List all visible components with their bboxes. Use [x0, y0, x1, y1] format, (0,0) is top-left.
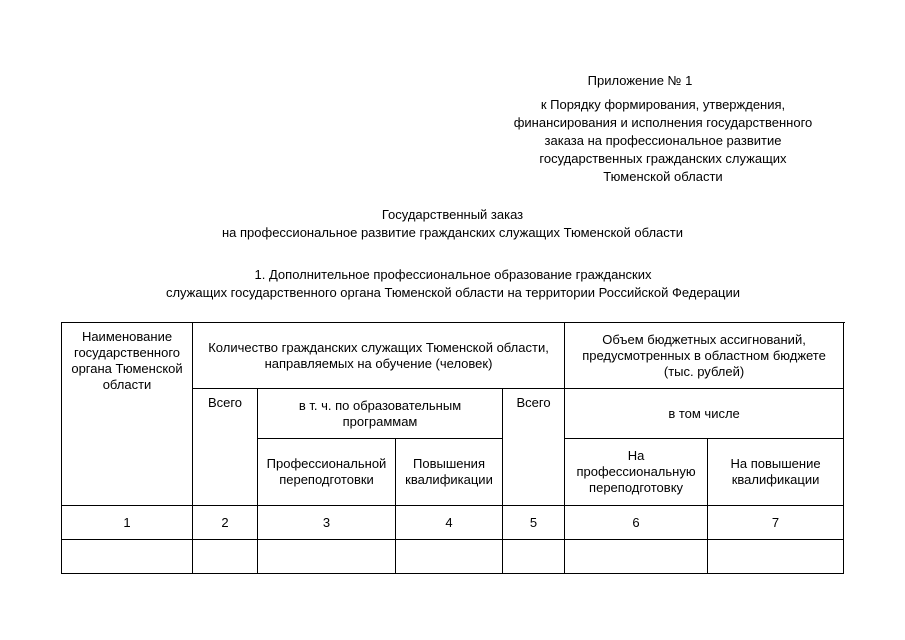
header-budget-retraining: На профессиональную переподготовку	[565, 439, 708, 506]
table-cell	[62, 540, 193, 574]
table-row	[62, 540, 844, 574]
header-qualification: Повышения квалификации	[396, 439, 503, 506]
table-cell	[708, 540, 844, 574]
column-number: 2	[193, 506, 258, 540]
appendix-ref-line: финансирования и исполнения государственного	[513, 115, 813, 130]
section-title-line: служащих государственного органа Тюменской области на территории Российской Федерации	[165, 285, 741, 300]
column-number: 4	[396, 506, 503, 540]
section-title-line: 1. Дополнительное профессиональное образование гражданских	[254, 267, 652, 282]
table-cell	[193, 540, 258, 574]
header-including: в том числе	[565, 389, 844, 439]
header-budget: Объем бюджетных ассигнований, предусмотренных в областном бюджете (тыс. рублей)	[565, 323, 844, 389]
table-cell	[396, 540, 503, 574]
column-number: 6	[565, 506, 708, 540]
table-cell	[565, 540, 708, 574]
document-title-line: на профессиональное развитие гражданских служащих Тюменской области	[221, 225, 684, 240]
order-table	[61, 322, 844, 574]
appendix-ref-line: государственных гражданских служащих	[539, 151, 787, 166]
table-cell	[503, 540, 565, 574]
header-total-count: Всего	[193, 389, 258, 506]
header-org-name: Наименование государственного органа Тюменской области	[62, 323, 193, 506]
header-total-budget: Всего	[503, 389, 565, 506]
appendix-reference	[488, 96, 838, 186]
appendix-title: Приложение № 1	[587, 73, 693, 88]
header-budget-qualification: На повышение квалификации	[708, 439, 844, 506]
table-cell	[258, 540, 396, 574]
column-number: 7	[708, 506, 844, 540]
column-number: 5	[503, 506, 565, 540]
section-title	[120, 266, 786, 302]
document-title-line: Государственный заказ	[381, 207, 524, 222]
header-retraining: Профессиональной переподготовки	[258, 439, 396, 506]
document-title	[150, 206, 755, 242]
appendix-ref-line: заказа на профессиональное развитие	[544, 133, 782, 148]
column-number: 3	[258, 506, 396, 540]
column-number: 1	[62, 506, 193, 540]
header-employee-count: Количество гражданских служащих Тюменской области, направляемых на обучение (человек)	[193, 323, 565, 389]
header-by-programs: в т. ч. по образовательным программам	[258, 389, 503, 439]
appendix-ref-line: Тюменской области	[603, 169, 723, 184]
appendix-ref-line: к Порядку формирования, утверждения,	[540, 97, 786, 112]
